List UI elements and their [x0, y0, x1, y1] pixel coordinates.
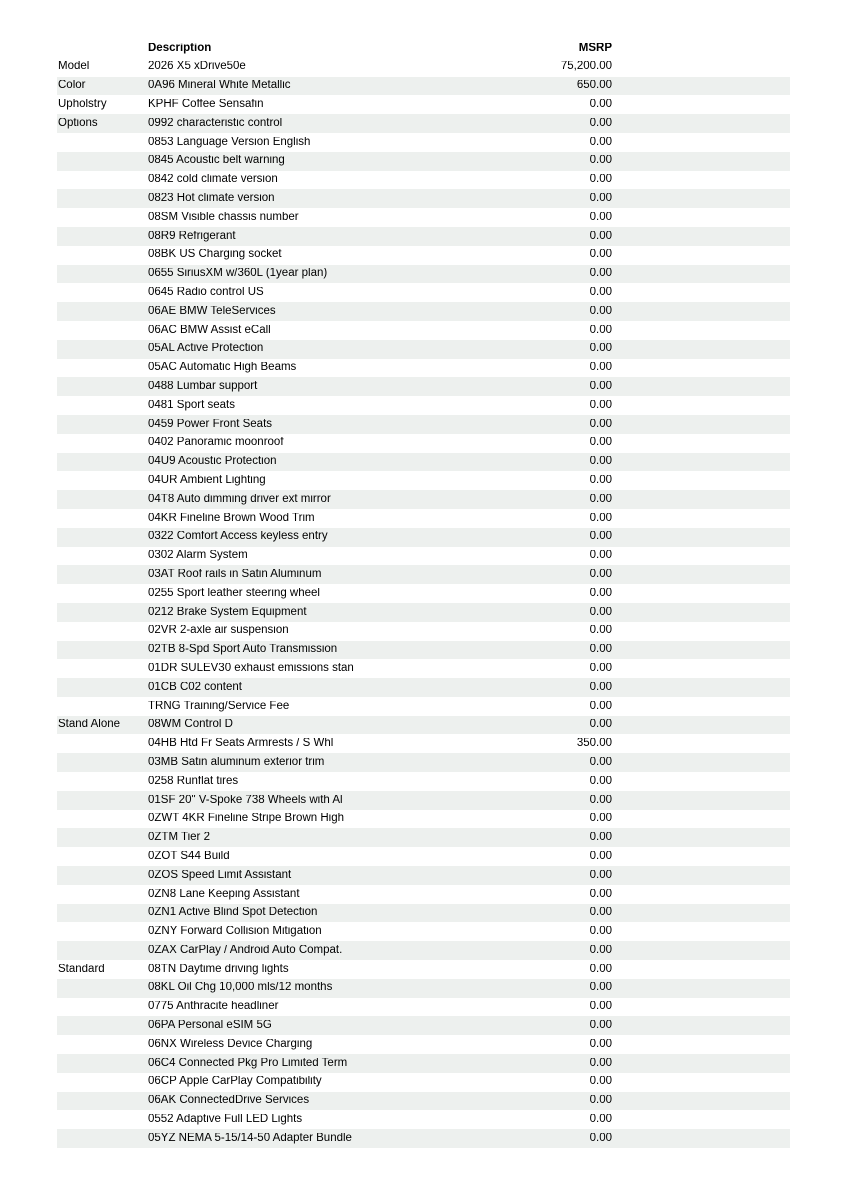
table-row [57, 979, 790, 998]
row-description: 0842 cold climate version [148, 174, 278, 186]
row-description: 01CB C02 content [148, 681, 242, 693]
row-description: 0ZN1 Active Blind Spot Detection [148, 907, 318, 919]
table-row [57, 189, 790, 208]
table-row [57, 415, 790, 434]
table-row [57, 396, 790, 415]
row-msrp: 0.00 [589, 493, 612, 505]
row-msrp: 0.00 [589, 625, 612, 637]
row-msrp: 0.00 [589, 700, 612, 712]
row-description: 06AK ConnectedDrive Services [148, 1095, 310, 1107]
table-row [57, 377, 790, 396]
row-description: 0ZTM Tier 2 [148, 832, 210, 844]
table-row [57, 283, 790, 302]
row-description: 04KR Fineline Brown Wood Trim [148, 512, 315, 524]
table-row [57, 659, 790, 678]
row-description: 06NX Wireless Device Charging [148, 1038, 313, 1050]
row-description: 0992 characteristic control [148, 117, 283, 129]
row-description: 02TB 8-Spd Sport Auto Transmission [148, 644, 338, 656]
row-description: 04HB Htd Fr Seats Armrests / S Whl [148, 738, 334, 750]
row-description: 01SF 20" V-Spoke 738 Wheels with Al [148, 794, 343, 806]
row-msrp: 0.00 [589, 869, 612, 881]
table-row [57, 960, 790, 979]
row-description: 0ZNY Forward Collision Mitigation [148, 926, 322, 938]
table-row [57, 509, 790, 528]
table-row [57, 885, 790, 904]
table-row [57, 1129, 790, 1148]
row-msrp: 0.00 [589, 850, 612, 862]
table-rows [57, 58, 790, 1148]
row-msrp: 0.00 [589, 926, 612, 938]
row-description: 0645 Radio control US [148, 287, 264, 298]
row-msrp: 0.00 [589, 1076, 612, 1088]
row-msrp: 0.00 [589, 474, 612, 486]
row-msrp: 0.00 [589, 136, 612, 148]
table-row [57, 265, 790, 284]
row-msrp: 0.00 [589, 982, 612, 994]
row-msrp: 0.00 [589, 550, 612, 562]
row-msrp: 0.00 [589, 1057, 612, 1069]
row-description: 08TN Daytime driving lights [148, 963, 289, 975]
row-category: Model [58, 61, 90, 73]
row-msrp: 0.00 [589, 418, 612, 430]
row-description: 03AT Roof rails in Satin Aluminum [148, 568, 322, 580]
row-description: 06CP Apple CarPlay Compatibility [148, 1076, 322, 1088]
row-msrp: 0.00 [589, 99, 612, 111]
row-msrp: 0.00 [589, 1001, 612, 1013]
row-description: 0ZAX CarPlay / Android Auto Compat. [148, 944, 343, 956]
table-row [57, 791, 790, 810]
row-msrp: 0.00 [589, 775, 612, 787]
row-description: 03MB Satin aluminum exterior trim [148, 756, 325, 768]
row-msrp: 0.00 [589, 193, 612, 205]
table-row [57, 828, 790, 847]
table-row [57, 1016, 790, 1035]
row-msrp: 0.00 [589, 305, 612, 317]
table-row [57, 340, 790, 359]
table-row [57, 77, 790, 96]
table-row [57, 1110, 790, 1129]
table-row [57, 95, 790, 114]
row-category: Color [58, 80, 86, 92]
row-msrp: 0.00 [589, 1095, 612, 1107]
row-msrp: 0.00 [589, 944, 612, 956]
table-row [57, 1073, 790, 1092]
table-row [57, 152, 790, 171]
row-msrp: 0.00 [589, 888, 612, 900]
table-row [57, 246, 790, 265]
table-row [57, 114, 790, 133]
row-description: 08WM Control D [148, 719, 233, 731]
table-row [57, 904, 790, 923]
row-msrp: 0.00 [589, 380, 612, 392]
table-row [57, 678, 790, 697]
row-description: 0ZWT 4KR Fineline Stripe Brown High [148, 813, 344, 825]
row-description: 08KL Oil Chg 10,000 mls/12 months [148, 982, 333, 994]
row-description: 0823 Hot climate version [148, 193, 275, 205]
row-description: 0ZN8 Lane Keeping Assistant [148, 888, 300, 900]
table-row [57, 171, 790, 190]
row-description: 04T8 Auto dimming driver ext mirror [148, 493, 331, 505]
row-category: Stand Alone [58, 719, 121, 731]
row-msrp: 0.00 [589, 117, 612, 129]
row-description: 02VR 2-axle air suspension [148, 625, 289, 637]
row-msrp: 0.00 [589, 832, 612, 844]
row-category: Upholstry [58, 99, 107, 111]
row-msrp: 0.00 [589, 155, 612, 167]
row-description: 0ZOT S44 Build [148, 850, 230, 862]
row-msrp: 0.00 [589, 1020, 612, 1032]
row-msrp: 0.00 [589, 662, 612, 674]
table-row [57, 208, 790, 227]
table-row [57, 1092, 790, 1111]
table-row [57, 922, 790, 941]
row-description: 0402 Panoramic moonroof [148, 437, 284, 449]
table-row [57, 359, 790, 378]
row-msrp: 0.00 [589, 287, 612, 298]
row-msrp: 0.00 [589, 813, 612, 825]
row-description: 06C4 Connected Pkg Pro Limited Term [148, 1057, 348, 1069]
table-row [57, 1035, 790, 1054]
row-msrp: 0.00 [589, 907, 612, 919]
row-description: 0488 Lumbar support [148, 380, 258, 392]
row-description: 0775 Anthracite headliner [148, 1001, 279, 1013]
row-description: 0322 Comfort Access keyless entry [148, 531, 328, 543]
table-row [57, 847, 790, 866]
row-description: 0552 Adaptive Full LED Lights [148, 1114, 303, 1126]
table-row [57, 58, 790, 77]
table-row [57, 810, 790, 829]
row-description: 0258 Runflat tires [148, 775, 239, 787]
row-description: 06AC BMW Assist eCall [148, 324, 271, 336]
row-description: 06PA Personal eSIM 5G [148, 1020, 272, 1032]
row-msrp: 0.00 [589, 644, 612, 656]
row-msrp: 0.00 [589, 362, 612, 374]
table-row [57, 603, 790, 622]
row-description: 0ZOS Speed Limit Assistant [148, 869, 292, 881]
table-row [57, 998, 790, 1017]
row-msrp: 0.00 [589, 531, 612, 543]
row-description: 08BK US Charging socket [148, 249, 282, 261]
row-description: TRNG Training/Service Fee [148, 700, 290, 712]
table-row [57, 641, 790, 660]
table-row [57, 547, 790, 566]
row-msrp: 0.00 [589, 1132, 612, 1144]
row-msrp: 0.00 [589, 174, 612, 186]
row-msrp: 0.00 [589, 343, 612, 355]
table-row [57, 866, 790, 885]
row-description: 05YZ NEMA 5-15/14-50 Adapter Bundle [148, 1132, 352, 1144]
row-description: 0853 Language Version English [148, 136, 311, 148]
row-description: 04UR Ambient Lighting [148, 474, 266, 486]
table-row [57, 697, 790, 716]
row-msrp: 0.00 [589, 268, 612, 280]
row-msrp: 0.00 [589, 794, 612, 806]
row-description: 0A96 Mineral White Metallic [148, 80, 291, 92]
table-row [57, 471, 790, 490]
col-header-description: Description [148, 42, 212, 54]
row-msrp: 0.00 [589, 963, 612, 975]
row-msrp: 0.00 [589, 568, 612, 580]
row-msrp: 350.00 [576, 738, 612, 750]
row-msrp: 0.00 [589, 211, 612, 223]
table-row [57, 584, 790, 603]
table-row [57, 133, 790, 152]
row-category: Options [58, 117, 98, 129]
row-description: 08R9 Refrigerant [148, 230, 236, 242]
row-msrp: 0.00 [589, 437, 612, 449]
row-msrp: 0.00 [589, 756, 612, 768]
table-row [57, 941, 790, 960]
row-msrp: 75,200.00 [560, 61, 612, 73]
row-msrp: 0.00 [589, 456, 612, 468]
table-row [57, 321, 790, 340]
row-msrp: 0.00 [589, 230, 612, 242]
row-msrp: 0.00 [589, 1114, 612, 1126]
table-row [57, 453, 790, 472]
row-msrp: 0.00 [589, 587, 612, 599]
row-description: 01DR SULEV30 exhaust emissions stan [148, 662, 354, 674]
row-description: 0255 Sport leather steering wheel [148, 587, 320, 599]
row-msrp: 0.00 [589, 681, 612, 693]
table-row [57, 565, 790, 584]
row-description: 2026 X5 xDrive50e [148, 61, 246, 73]
row-description: 0459 Power Front Seats [148, 418, 273, 430]
table-row [57, 734, 790, 753]
row-description: 0302 Alarm System [148, 550, 248, 562]
row-description: 05AL Active Protection [148, 343, 264, 355]
table-row [57, 753, 790, 772]
table-row [57, 622, 790, 641]
row-description: 08SM Visible chassis number [148, 211, 299, 223]
row-msrp: 0.00 [589, 249, 612, 261]
row-msrp: 0.00 [589, 512, 612, 524]
row-msrp: 0.00 [589, 1038, 612, 1050]
col-header-msrp: MSRP [578, 42, 612, 54]
table-row [57, 302, 790, 321]
row-msrp: 0.00 [589, 324, 612, 336]
table-row [57, 772, 790, 791]
table-row [57, 434, 790, 453]
spec-table [57, 39, 790, 1148]
header-row [57, 39, 790, 58]
row-msrp: 650.00 [576, 80, 612, 92]
row-msrp: 0.00 [589, 719, 612, 731]
row-description: 06AE BMW TeleServices [148, 305, 276, 317]
row-description: 04U9 Acoustic Protection [148, 456, 277, 468]
row-description: 0212 Brake System Equipment [148, 606, 307, 618]
table-row [57, 528, 790, 547]
row-category: Standard [58, 963, 105, 975]
table-row [57, 227, 790, 246]
row-description: 0655 SiriusXM w/360L (1year plan) [148, 268, 328, 280]
table-row [57, 490, 790, 509]
row-description: 0845 Acoustic belt warning [148, 155, 285, 167]
row-description: 05AC Automatic High Beams [148, 362, 297, 374]
table-row [57, 1054, 790, 1073]
table-row [57, 716, 790, 735]
row-description: 0481 Sport seats [148, 399, 235, 411]
row-description: KPHF Coffee Sensafin [148, 99, 264, 111]
row-msrp: 0.00 [589, 399, 612, 411]
row-msrp: 0.00 [589, 606, 612, 618]
